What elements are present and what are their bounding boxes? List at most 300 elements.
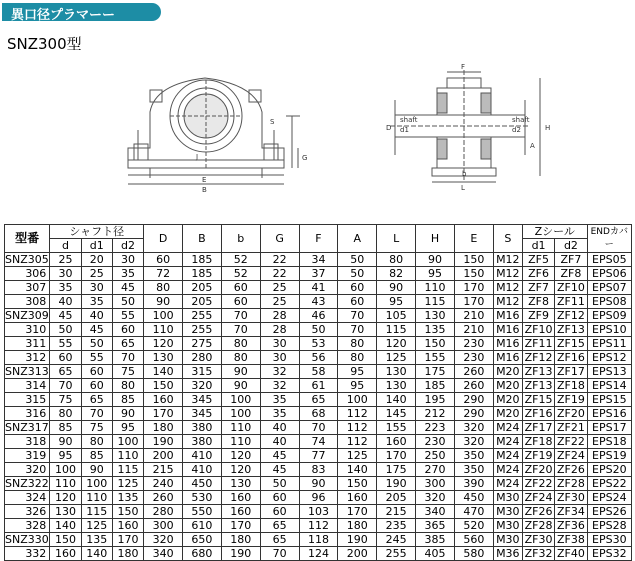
table-cell: ZF10 [522, 323, 554, 337]
table-cell: 235 [377, 519, 416, 533]
table-cell: 75 [81, 421, 112, 435]
table-row [5, 491, 632, 505]
table-cell: 100 [112, 435, 143, 449]
table-cell: 580 [454, 547, 493, 561]
table-cell: ZF11 [522, 337, 554, 351]
table-cell: M30 [493, 505, 522, 519]
table-cell: 255 [183, 309, 222, 323]
table-cell: 35 [81, 295, 112, 309]
table-cell: 160 [221, 505, 260, 519]
table-cell: 680 [183, 547, 222, 561]
table-cell: 70 [112, 351, 143, 365]
table-cell: EPS22 [587, 477, 631, 491]
dim-label-g: G [302, 154, 308, 162]
table-cell: 140 [81, 547, 112, 561]
table-row [5, 337, 632, 351]
table-cell: 70 [221, 323, 260, 337]
table-cell: 160 [377, 435, 416, 449]
table-row [5, 449, 632, 463]
table-cell: 260 [454, 379, 493, 393]
table-cell: 223 [416, 421, 455, 435]
table-cell: EPS17 [587, 421, 631, 435]
table-cell: 215 [377, 505, 416, 519]
model-cell: SNZ305 [5, 253, 49, 266]
model-cell: 308 [5, 295, 50, 309]
table-cell: 50 [50, 323, 81, 337]
table-cell: 315 [183, 365, 222, 379]
table-cell: 212 [416, 407, 455, 421]
table-cell: 83 [299, 463, 338, 477]
table-cell: 95 [416, 267, 455, 281]
page-title: 異口径プラマーー [11, 8, 116, 23]
table-cell: EPS07 [587, 281, 631, 295]
table-cell: M20 [493, 393, 522, 407]
table-cell: 30 [112, 253, 143, 267]
table-cell: 103 [299, 505, 338, 519]
table-cell: ZF24 [555, 449, 587, 463]
table-cell: 65 [260, 533, 299, 547]
table-cell: ZF12 [555, 309, 587, 323]
table-cell: 60 [221, 295, 260, 309]
table-cell: 110 [221, 435, 260, 449]
table-cell: 77 [299, 449, 338, 463]
table-cell: 380 [183, 435, 222, 449]
table-cell: ZF8 [555, 267, 587, 281]
table-cell: 275 [183, 337, 222, 351]
table-cell: ZF10 [555, 281, 587, 295]
table-row [5, 547, 632, 561]
table-cell: 82 [377, 267, 416, 281]
table-cell: 140 [50, 519, 81, 533]
table-cell: ZF34 [555, 505, 587, 519]
table-cell: 100 [144, 309, 183, 323]
table-cell: EPS20 [587, 463, 631, 477]
table-cell: 110 [50, 477, 81, 491]
table-cell: 135 [81, 533, 112, 547]
table-cell: 70 [338, 309, 377, 323]
table-cell: 75 [112, 365, 143, 379]
table-cell: 190 [221, 547, 260, 561]
table-cell: 210 [454, 323, 493, 337]
table-cell: 72 [144, 267, 183, 281]
table-cell: 95 [377, 295, 416, 309]
table-cell: 140 [144, 365, 183, 379]
table-row [5, 267, 632, 281]
table-cell: ZF15 [522, 393, 554, 407]
table-cell: M36 [493, 547, 522, 561]
table-cell: M30 [493, 533, 522, 547]
table-cell: 80 [338, 351, 377, 365]
table-cell: 90 [144, 295, 183, 309]
table-cell: 45 [260, 463, 299, 477]
table-cell: ZF19 [555, 393, 587, 407]
table-cell: 30 [81, 281, 112, 295]
table-cell: 70 [81, 407, 112, 421]
table-cell: 75 [50, 393, 81, 407]
table-cell: 180 [338, 519, 377, 533]
table-cell: 50 [260, 477, 299, 491]
table-cell: ZF26 [522, 505, 554, 519]
model-cell: SNZ322 [5, 477, 49, 490]
table-cell: 124 [299, 547, 338, 561]
model-title: SNZ300型 [7, 35, 82, 53]
table-cell: 40 [81, 309, 112, 323]
table-cell: 40 [260, 421, 299, 435]
model-cell: SNZ330 [5, 533, 49, 546]
table-cell: 112 [299, 519, 338, 533]
table-cell: EPS10 [587, 323, 631, 337]
table-cell: 385 [416, 533, 455, 547]
table-cell: 60 [81, 365, 112, 379]
table-cell: 195 [416, 393, 455, 407]
table-row [5, 477, 632, 491]
table-cell: 320 [416, 491, 455, 505]
table-row [5, 421, 632, 435]
header-B: B [183, 225, 222, 253]
table-cell: M20 [493, 365, 522, 379]
table-cell: M20 [493, 379, 522, 393]
table-cell: 170 [454, 295, 493, 309]
table-cell: 90 [112, 407, 143, 421]
table-cell: 120 [377, 337, 416, 351]
table-cell: 100 [50, 463, 81, 477]
table-cell: 45 [50, 309, 81, 323]
model-cell: 319 [5, 449, 50, 463]
table-cell: 90 [221, 365, 260, 379]
table-cell: 280 [183, 351, 222, 365]
table-cell: ZF6 [522, 267, 554, 281]
table-cell: 32 [260, 379, 299, 393]
table-cell: 120 [144, 337, 183, 351]
table-cell: 120 [221, 463, 260, 477]
table-cell: 65 [299, 393, 338, 407]
table-cell: 160 [338, 491, 377, 505]
table-row [5, 253, 632, 267]
table-cell: 340 [144, 547, 183, 561]
model-cell: 318 [5, 435, 50, 449]
model-cell: 332 [5, 547, 50, 561]
table-row [5, 295, 632, 309]
table-cell: 41 [299, 281, 338, 295]
table-cell: 65 [260, 519, 299, 533]
table-cell: 85 [50, 421, 81, 435]
table-cell: 320 [454, 435, 493, 449]
table-cell: 50 [338, 253, 377, 267]
table-cell: 320 [454, 421, 493, 435]
table-cell: 68 [299, 407, 338, 421]
table-cell: ZF5 [522, 253, 554, 267]
table-cell: 100 [338, 393, 377, 407]
table-cell: 150 [416, 337, 455, 351]
table-cell: 170 [221, 519, 260, 533]
table-cell: 74 [299, 435, 338, 449]
table-cell: 60 [144, 253, 183, 267]
title-bar [2, 3, 161, 21]
table-cell: 53 [299, 337, 338, 351]
table-cell: 60 [260, 491, 299, 505]
table-cell: 95 [50, 449, 81, 463]
table-cell: 52 [221, 253, 260, 267]
model-cell: 312 [5, 351, 50, 365]
table-cell: EPS12 [587, 351, 631, 365]
table-cell: 240 [144, 477, 183, 491]
table-row [5, 393, 632, 407]
table-cell: 34 [299, 253, 338, 267]
table-cell: 56 [299, 351, 338, 365]
table-cell: 205 [183, 295, 222, 309]
spec-table [4, 224, 632, 561]
table-cell: 260 [144, 491, 183, 505]
table-cell: 35 [50, 281, 81, 295]
table-cell: ZF19 [522, 449, 554, 463]
table-cell: M24 [493, 449, 522, 463]
table-cell: 130 [221, 477, 260, 491]
table-cell: 200 [338, 547, 377, 561]
table-cell: 205 [183, 281, 222, 295]
table-cell: M30 [493, 519, 522, 533]
table-cell: EPS26 [587, 505, 631, 519]
table-cell: 112 [338, 407, 377, 421]
dim-label-h: H [545, 124, 551, 132]
table-cell: 60 [112, 323, 143, 337]
table-cell: 145 [377, 407, 416, 421]
table-cell: 60 [50, 351, 81, 365]
table-cell: 55 [50, 337, 81, 351]
dim-label-shaft-right: shaft [512, 116, 530, 124]
table-cell: 255 [183, 323, 222, 337]
table-cell: 130 [50, 505, 81, 519]
table-cell: 95 [112, 421, 143, 435]
header-end-cover: ENDカバー [587, 225, 631, 253]
header-S: S [493, 225, 522, 253]
table-cell: 50 [299, 323, 338, 337]
table-cell: 245 [377, 533, 416, 547]
table-row [5, 323, 632, 337]
table-cell: 450 [454, 491, 493, 505]
table-row [5, 463, 632, 477]
table-cell: 215 [144, 463, 183, 477]
table-cell: 185 [183, 253, 222, 267]
table-cell: 150 [112, 505, 143, 519]
table-cell: 125 [377, 351, 416, 365]
header-zd2: d2 [555, 239, 587, 253]
table-cell: ZF17 [522, 421, 554, 435]
table-cell: 22 [260, 267, 299, 281]
dim-label-s: S [270, 118, 275, 126]
header-shaft: シャフト径 [50, 225, 144, 239]
table-cell: 170 [454, 281, 493, 295]
model-cell: SNZ313 [5, 365, 49, 378]
table-cell: ZF28 [555, 477, 587, 491]
table-cell: EPS08 [587, 295, 631, 309]
table-cell: 320 [144, 533, 183, 547]
table-cell: 80 [221, 337, 260, 351]
table-cell: M24 [493, 421, 522, 435]
table-cell: 410 [183, 449, 222, 463]
table-cell: ZF18 [522, 435, 554, 449]
table-cell: ZF20 [555, 407, 587, 421]
table-cell: M12 [493, 281, 522, 295]
header-zd1: d1 [522, 239, 554, 253]
table-cell: EPS28 [587, 519, 631, 533]
table-cell: 80 [338, 337, 377, 351]
table-cell: 40 [50, 295, 81, 309]
table-cell: 30 [260, 337, 299, 351]
table-cell: ZF13 [522, 379, 554, 393]
table-cell: 160 [50, 547, 81, 561]
table-cell: 70 [221, 309, 260, 323]
table-cell: 70 [299, 421, 338, 435]
table-cell: ZF18 [555, 379, 587, 393]
table-cell: 130 [377, 379, 416, 393]
table-cell: 150 [454, 253, 493, 267]
header-D: D [144, 225, 183, 253]
table-cell: 112 [338, 421, 377, 435]
table-cell: M24 [493, 435, 522, 449]
table-cell: ZF22 [555, 435, 587, 449]
table-cell: 30 [50, 267, 81, 281]
table-cell: 96 [299, 491, 338, 505]
table-cell: 90 [50, 435, 81, 449]
table-cell: 135 [112, 491, 143, 505]
table-cell: 90 [299, 477, 338, 491]
table-cell: 190 [144, 435, 183, 449]
dim-label-j: J [196, 153, 199, 161]
table-cell: 115 [377, 323, 416, 337]
table-cell: 52 [221, 267, 260, 281]
dim-label-d: D [386, 124, 392, 132]
header-F: F [299, 225, 338, 253]
table-cell: 175 [377, 463, 416, 477]
table-cell: 135 [416, 323, 455, 337]
table-cell: 160 [112, 519, 143, 533]
table-cell: ZF7 [555, 253, 587, 267]
table-cell: ZF13 [522, 365, 554, 379]
header-G: G [260, 225, 299, 253]
table-cell: 70 [338, 323, 377, 337]
table-cell: 115 [112, 463, 143, 477]
dim-label-l: L [461, 184, 465, 192]
table-cell: 30 [260, 351, 299, 365]
table-cell: 28 [260, 323, 299, 337]
table-cell: 180 [144, 421, 183, 435]
table-cell: 28 [260, 309, 299, 323]
table-cell: 80 [221, 351, 260, 365]
table-cell: 115 [416, 295, 455, 309]
table-cell: 55 [112, 309, 143, 323]
table-cell: 405 [416, 547, 455, 561]
table-cell: 410 [183, 463, 222, 477]
table-row [5, 407, 632, 421]
model-cell: SNZ317 [5, 421, 49, 434]
model-cell: 307 [5, 281, 50, 295]
table-cell: 125 [81, 519, 112, 533]
table-cell: 125 [112, 477, 143, 491]
table-cell: ZF17 [555, 365, 587, 379]
table-cell: 155 [416, 351, 455, 365]
table-cell: ZF11 [555, 295, 587, 309]
table-cell: EPS13 [587, 365, 631, 379]
table-cell: 205 [377, 491, 416, 505]
table-cell: 105 [377, 309, 416, 323]
model-cell: SNZ309 [5, 309, 49, 322]
table-cell: 250 [416, 449, 455, 463]
table-cell: ZF24 [522, 491, 554, 505]
table-cell: 110 [221, 421, 260, 435]
table-cell: 345 [183, 407, 222, 421]
table-cell: 20 [81, 253, 112, 267]
table-cell: 130 [144, 351, 183, 365]
table-cell: EPS11 [587, 337, 631, 351]
table-cell: ZF36 [555, 519, 587, 533]
table-cell: 610 [183, 519, 222, 533]
table-cell: M12 [493, 295, 522, 309]
table-cell: 180 [221, 533, 260, 547]
model-cell: 320 [5, 463, 50, 477]
table-cell: ZF7 [522, 281, 554, 295]
table-cell: 340 [416, 505, 455, 519]
table-row [5, 379, 632, 393]
dim-label-b: B [202, 186, 207, 194]
table-cell: 190 [377, 477, 416, 491]
table-cell: 150 [338, 477, 377, 491]
table-cell: 230 [416, 435, 455, 449]
table-cell: 60 [260, 505, 299, 519]
table-row [5, 505, 632, 519]
header-model: 型番 [5, 225, 50, 253]
table-cell: EPS30 [587, 533, 631, 547]
table-cell: 37 [299, 267, 338, 281]
table-cell: 260 [454, 365, 493, 379]
spec-table-body [5, 253, 632, 561]
table-cell: 180 [112, 547, 143, 561]
table-cell: 90 [221, 379, 260, 393]
table-cell: EPS24 [587, 491, 631, 505]
table-cell: 45 [260, 449, 299, 463]
table-row [5, 365, 632, 379]
table-row [5, 281, 632, 295]
table-cell: EPS16 [587, 407, 631, 421]
table-cell: 380 [183, 421, 222, 435]
table-cell: ZF16 [555, 351, 587, 365]
table-cell: ZF8 [522, 295, 554, 309]
table-cell: 650 [183, 533, 222, 547]
table-cell: 270 [416, 463, 455, 477]
table-cell: 120 [50, 491, 81, 505]
table-cell: ZF22 [522, 477, 554, 491]
header-L: L [377, 225, 416, 253]
table-cell: ZF13 [555, 323, 587, 337]
table-cell: 80 [144, 281, 183, 295]
table-cell: 61 [299, 379, 338, 393]
table-cell: EPS05 [587, 253, 631, 267]
table-cell: 110 [144, 323, 183, 337]
table-cell: 140 [377, 393, 416, 407]
table-row [5, 309, 632, 323]
table-cell: 255 [377, 547, 416, 561]
table-cell: 390 [454, 477, 493, 491]
table-cell: 450 [183, 477, 222, 491]
table-cell: ZF30 [522, 533, 554, 547]
table-cell: 530 [183, 491, 222, 505]
model-cell: 311 [5, 337, 50, 351]
table-cell: 70 [260, 547, 299, 561]
table-cell: 50 [81, 337, 112, 351]
table-cell: 300 [416, 477, 455, 491]
table-cell: 55 [81, 351, 112, 365]
table-cell: 90 [416, 253, 455, 267]
table-cell: EPS09 [587, 309, 631, 323]
